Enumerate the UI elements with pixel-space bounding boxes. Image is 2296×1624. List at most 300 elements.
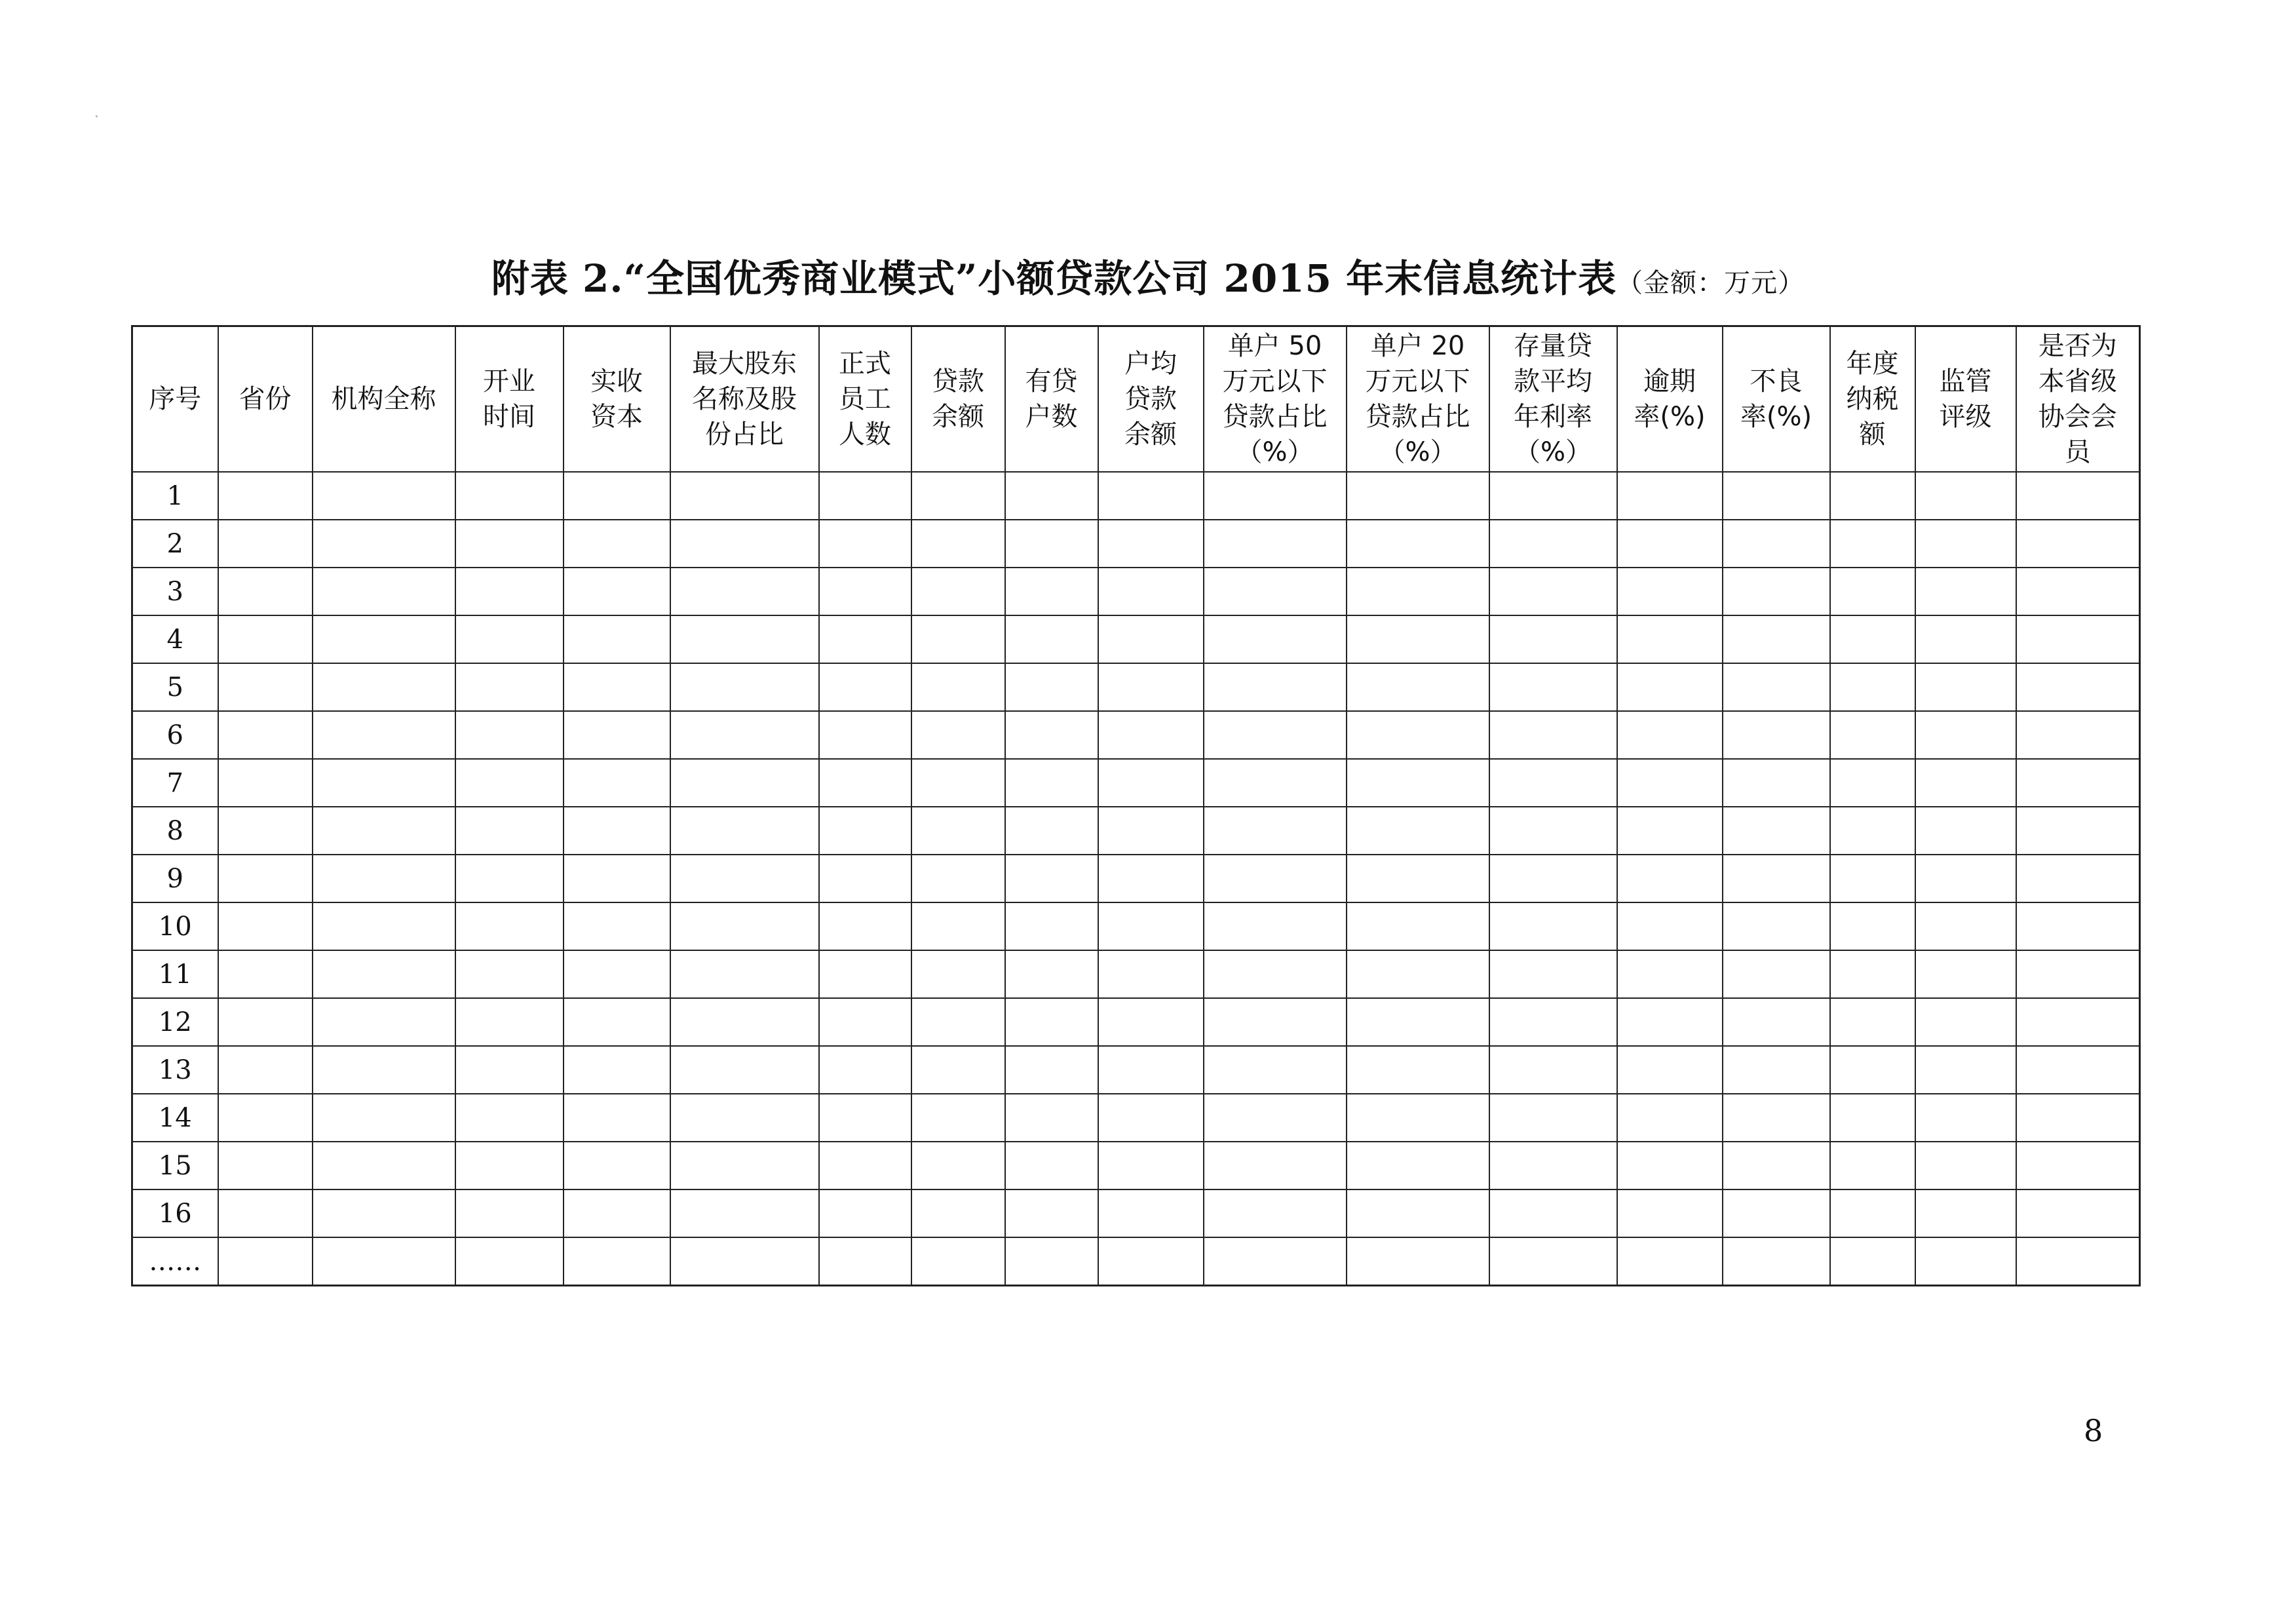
- table-cell: [1347, 807, 1489, 855]
- table-cell: [1005, 855, 1098, 902]
- statistics-table: [131, 325, 2141, 1286]
- table-cell: [1098, 998, 1204, 1046]
- table-cell: [2016, 1094, 2140, 1142]
- column-header-label: 省份: [239, 384, 292, 414]
- row-number: 5: [132, 663, 218, 711]
- table-cell: [2016, 663, 2140, 711]
- table-cell: [670, 1189, 819, 1237]
- column-header: [2016, 326, 2140, 473]
- column-header-label: 正式 员工 人数: [839, 349, 891, 450]
- table-cell: [819, 1046, 911, 1094]
- table-cell: [1617, 1237, 1723, 1286]
- table-cell: [1915, 902, 2016, 950]
- table-cell: [218, 855, 313, 902]
- table-cell: [911, 1237, 1005, 1286]
- table-cell: [1723, 1046, 1830, 1094]
- row-number: 1: [132, 472, 218, 520]
- table-cell: [455, 759, 564, 807]
- table-cell: [911, 855, 1005, 902]
- table-cell: [1347, 1046, 1489, 1094]
- table-cell: [1617, 711, 1723, 759]
- title-unit: （金额：万元）: [1617, 268, 1805, 298]
- table-cell: [1830, 855, 1915, 902]
- table-cell: [1830, 950, 1915, 998]
- table-cell: [670, 568, 819, 615]
- table-cell: [2016, 520, 2140, 568]
- table-cell: [1489, 759, 1617, 807]
- table-cell: [1723, 663, 1830, 711]
- table-cell: [1489, 950, 1617, 998]
- table-cell: [2016, 1046, 2140, 1094]
- table-row: [132, 520, 2140, 568]
- table-cell: [1098, 902, 1204, 950]
- table-cell: [1723, 1142, 1830, 1189]
- table-cell: [1005, 711, 1098, 759]
- scan-mark: [96, 115, 98, 117]
- table-cell: [455, 1237, 564, 1286]
- title-main: 附表 2.“全国优秀商业模式”小额贷款公司 2015 年末信息统计表: [491, 256, 1617, 301]
- table-cell: [1915, 759, 2016, 807]
- table-cell: [1915, 1237, 2016, 1286]
- table-cell: [1830, 472, 1915, 520]
- table-cell: [1830, 1237, 1915, 1286]
- table-cell: [564, 615, 670, 663]
- table-cell: [1489, 1189, 1617, 1237]
- table-cell: [564, 950, 670, 998]
- row-number: 16: [132, 1189, 218, 1237]
- table-cell: [455, 855, 564, 902]
- table-cell: [313, 568, 455, 615]
- table-cell: [455, 1094, 564, 1142]
- table-cell: [218, 998, 313, 1046]
- table-cell: [313, 1189, 455, 1237]
- table-cell: [1005, 950, 1098, 998]
- table-cell: [1098, 1237, 1204, 1286]
- table-cell: [819, 520, 911, 568]
- table-cell: [1617, 950, 1723, 998]
- table-cell: [313, 902, 455, 950]
- table-cell: [1617, 998, 1723, 1046]
- table-cell: [218, 711, 313, 759]
- table-cell: [819, 615, 911, 663]
- table-cell: [1347, 711, 1489, 759]
- table-cell: [1347, 902, 1489, 950]
- table-cell: [1617, 902, 1723, 950]
- table-cell: [1617, 1189, 1723, 1237]
- table-cell: [1723, 1094, 1830, 1142]
- table-cell: [313, 711, 455, 759]
- table-cell: [1005, 1046, 1098, 1094]
- table-cell: [313, 472, 455, 520]
- table-cell: [670, 711, 819, 759]
- table-cell: [564, 998, 670, 1046]
- table-cell: [911, 615, 1005, 663]
- table-cell: [819, 807, 911, 855]
- table-row: [132, 1094, 2140, 1142]
- table-cell: [1347, 1189, 1489, 1237]
- table-cell: [1617, 1094, 1723, 1142]
- table-cell: [455, 1189, 564, 1237]
- table-cell: [1347, 615, 1489, 663]
- table-cell: [670, 998, 819, 1046]
- table-cell: [218, 950, 313, 998]
- table-cell: [218, 663, 313, 711]
- table-cell: [218, 568, 313, 615]
- table-cell: [1005, 1237, 1098, 1286]
- table-cell: [1204, 998, 1347, 1046]
- table-row: [132, 568, 2140, 615]
- row-number: 2: [132, 520, 218, 568]
- table-cell: [1005, 807, 1098, 855]
- table-cell: [1915, 950, 2016, 998]
- table-cell: [1005, 998, 1098, 1046]
- table-cell: [1617, 663, 1723, 711]
- table-cell: [1005, 1094, 1098, 1142]
- table-cell: [313, 807, 455, 855]
- table-cell: [819, 950, 911, 998]
- table-cell: [1204, 568, 1347, 615]
- table-cell: [313, 520, 455, 568]
- column-header: [819, 326, 911, 473]
- table-row: [132, 950, 2140, 998]
- table-cell: [1723, 950, 1830, 998]
- row-number: 13: [132, 1046, 218, 1094]
- table-cell: [218, 615, 313, 663]
- table-cell: [313, 1237, 455, 1286]
- table-cell: [1489, 1046, 1617, 1094]
- table-cell: [564, 855, 670, 902]
- table-cell: [911, 472, 1005, 520]
- table-cell: [1204, 855, 1347, 902]
- table-cell: [911, 711, 1005, 759]
- table-cell: [455, 615, 564, 663]
- table-cell: [1830, 711, 1915, 759]
- table-cell: [1723, 998, 1830, 1046]
- table-cell: [1915, 615, 2016, 663]
- table-cell: [911, 902, 1005, 950]
- table-cell: [1723, 1189, 1830, 1237]
- table-cell: [1830, 998, 1915, 1046]
- table-cell: [1347, 1142, 1489, 1189]
- table-cell: [2016, 1142, 2140, 1189]
- table-cell: [1830, 807, 1915, 855]
- table-cell: [218, 1237, 313, 1286]
- table-cell: [1098, 568, 1204, 615]
- table-cell: [1347, 663, 1489, 711]
- table-cell: [1617, 472, 1723, 520]
- column-header-label: 机构全称: [331, 384, 436, 414]
- column-header-label: 年度 纳税 额: [1846, 349, 1899, 450]
- table-cell: [911, 950, 1005, 998]
- table-cell: [670, 520, 819, 568]
- table-cell: [2016, 615, 2140, 663]
- column-header: [218, 326, 313, 473]
- row-number: ……: [132, 1237, 218, 1286]
- column-header: [670, 326, 819, 473]
- table-cell: [911, 1046, 1005, 1094]
- table-cell: [313, 1142, 455, 1189]
- table-cell: [313, 663, 455, 711]
- column-header: [1005, 326, 1098, 473]
- table-cell: [670, 855, 819, 902]
- table-cell: [1347, 520, 1489, 568]
- table-cell: [218, 1046, 313, 1094]
- table-cell: [819, 759, 911, 807]
- column-header: [1617, 326, 1723, 473]
- table-cell: [1617, 759, 1723, 807]
- table-cell: [564, 520, 670, 568]
- table-cell: [1723, 472, 1830, 520]
- table-cell: [1005, 472, 1098, 520]
- table-cell: [911, 1189, 1005, 1237]
- table-cell: [1830, 1189, 1915, 1237]
- table-cell: [564, 663, 670, 711]
- table-cell: [670, 615, 819, 663]
- table-cell: [2016, 1189, 2140, 1237]
- table-row: [132, 1142, 2140, 1189]
- table-cell: [1830, 1046, 1915, 1094]
- table-cell: [1915, 807, 2016, 855]
- table-cell: [1005, 1142, 1098, 1189]
- column-header: [455, 326, 564, 473]
- table-cell: [1915, 520, 2016, 568]
- table-cell: [1723, 759, 1830, 807]
- table-cell: [1005, 520, 1098, 568]
- row-number: 14: [132, 1094, 218, 1142]
- table-cell: [1098, 1189, 1204, 1237]
- row-number: 15: [132, 1142, 218, 1189]
- table-cell: [1915, 568, 2016, 615]
- table-cell: [1723, 807, 1830, 855]
- table-cell: [1617, 568, 1723, 615]
- table-cell: [1204, 1237, 1347, 1286]
- column-header-label: 实收 资本: [590, 366, 643, 432]
- table-cell: [1915, 1142, 2016, 1189]
- table-cell: [1204, 1094, 1347, 1142]
- table-cell: [218, 520, 313, 568]
- table-row: [132, 1046, 2140, 1094]
- row-number: 8: [132, 807, 218, 855]
- table-cell: [1915, 1189, 2016, 1237]
- table-cell: [218, 902, 313, 950]
- table-cell: [313, 1046, 455, 1094]
- row-number: 4: [132, 615, 218, 663]
- column-header: [911, 326, 1005, 473]
- table-cell: [564, 902, 670, 950]
- table-cell: [218, 1189, 313, 1237]
- table-cell: [1830, 902, 1915, 950]
- table-cell: [1347, 568, 1489, 615]
- table-cell: [670, 1094, 819, 1142]
- table-cell: [670, 1237, 819, 1286]
- table-cell: [1098, 855, 1204, 902]
- table-cell: [1098, 1046, 1204, 1094]
- table-cell: [670, 807, 819, 855]
- table-cell: [1005, 902, 1098, 950]
- table-cell: [455, 1142, 564, 1189]
- column-header-label: 贷款 余额: [932, 366, 984, 432]
- table-cell: [218, 472, 313, 520]
- table-cell: [1830, 520, 1915, 568]
- table-cell: [1723, 855, 1830, 902]
- table-cell: [564, 759, 670, 807]
- table-cell: [455, 902, 564, 950]
- table-cell: [1347, 759, 1489, 807]
- table-cell: [1489, 711, 1617, 759]
- table-cell: [1204, 615, 1347, 663]
- table-cell: [670, 472, 819, 520]
- table-cell: [1489, 902, 1617, 950]
- page-title: [0, 248, 2296, 303]
- table-cell: [1915, 663, 2016, 711]
- table-cell: [1098, 759, 1204, 807]
- table-cell: [1830, 1094, 1915, 1142]
- table-cell: [819, 711, 911, 759]
- table-cell: [1723, 520, 1830, 568]
- table-cell: [1830, 759, 1915, 807]
- table-cell: [1347, 998, 1489, 1046]
- table-row: [132, 663, 2140, 711]
- column-header-label: 开业 时间: [483, 366, 535, 432]
- table-cell: [564, 807, 670, 855]
- table-cell: [1830, 663, 1915, 711]
- table-cell: [819, 663, 911, 711]
- row-number: 9: [132, 855, 218, 902]
- table-cell: [1617, 1142, 1723, 1189]
- table-cell: [1830, 568, 1915, 615]
- column-header-label: 逾期 率(%): [1634, 366, 1706, 432]
- table-cell: [1204, 520, 1347, 568]
- column-header-label: 户均 贷款 余额: [1124, 349, 1177, 450]
- table-cell: [1489, 1237, 1617, 1286]
- table-cell: [218, 1094, 313, 1142]
- table-cell: [1204, 1046, 1347, 1094]
- column-header: [564, 326, 670, 473]
- table-cell: [1489, 855, 1617, 902]
- table-cell: [455, 472, 564, 520]
- table-cell: [564, 1189, 670, 1237]
- table-cell: [564, 1237, 670, 1286]
- column-header-label: 存量贷 款平均 年利率 （%）: [1514, 331, 1592, 467]
- table-cell: [1489, 998, 1617, 1046]
- table-row: [132, 472, 2140, 520]
- table-cell: [819, 1142, 911, 1189]
- row-number: 7: [132, 759, 218, 807]
- column-header-label: 有贷 户数: [1025, 366, 1078, 432]
- table-row: [132, 902, 2140, 950]
- table-cell: [819, 1189, 911, 1237]
- column-header-label: 监管 评级: [1939, 366, 1992, 432]
- table-cell: [819, 1237, 911, 1286]
- table-cell: [1489, 663, 1617, 711]
- table-cell: [1489, 807, 1617, 855]
- table-cell: [2016, 568, 2140, 615]
- table-row: [132, 807, 2140, 855]
- table-cell: [1098, 1094, 1204, 1142]
- table-cell: [1005, 615, 1098, 663]
- table-cell: [1617, 855, 1723, 902]
- column-header: [1347, 326, 1489, 473]
- table-cell: [1915, 711, 2016, 759]
- column-header: [1204, 326, 1347, 473]
- table-cell: [2016, 711, 2140, 759]
- table-cell: [1489, 615, 1617, 663]
- table-cell: [455, 711, 564, 759]
- column-header-label: 序号: [149, 384, 202, 414]
- table-cell: [1098, 520, 1204, 568]
- table-cell: [218, 759, 313, 807]
- table-cell: [1915, 855, 2016, 902]
- table-cell: [1204, 902, 1347, 950]
- column-header-label: 单户 20 万元以下 贷款占比 （%）: [1365, 331, 1470, 467]
- table-row: [132, 615, 2140, 663]
- table-cell: [911, 568, 1005, 615]
- table-cell: [2016, 1237, 2140, 1286]
- table-cell: [1617, 520, 1723, 568]
- table-cell: [2016, 807, 2140, 855]
- table-cell: [313, 998, 455, 1046]
- table-cell: [313, 759, 455, 807]
- table-cell: [1204, 807, 1347, 855]
- table-cell: [1347, 472, 1489, 520]
- column-header-label: 最大股东 名称及股 份占比: [692, 349, 797, 450]
- table-cell: [564, 1142, 670, 1189]
- table-cell: [218, 807, 313, 855]
- table-cell: [1723, 902, 1830, 950]
- table-cell: [455, 807, 564, 855]
- column-header: [1723, 326, 1830, 473]
- table-cell: [819, 568, 911, 615]
- table-cell: [1005, 1189, 1098, 1237]
- table-row: [132, 1237, 2140, 1286]
- column-header: [132, 326, 218, 473]
- table-cell: [313, 855, 455, 902]
- table-cell: [1005, 568, 1098, 615]
- column-header: [1489, 326, 1617, 473]
- table-header-row: [132, 326, 2140, 473]
- table-cell: [1915, 998, 2016, 1046]
- table-cell: [1347, 950, 1489, 998]
- column-header-label: 不良 率(%): [1740, 366, 1812, 432]
- row-number: 12: [132, 998, 218, 1046]
- table-cell: [670, 902, 819, 950]
- table-cell: [2016, 855, 2140, 902]
- table-cell: [819, 472, 911, 520]
- table-cell: [1204, 711, 1347, 759]
- table-cell: [564, 472, 670, 520]
- table-cell: [1005, 663, 1098, 711]
- page-number: 8: [2084, 1413, 2103, 1448]
- table-cell: [2016, 902, 2140, 950]
- table-cell: [1723, 615, 1830, 663]
- table-cell: [1489, 1142, 1617, 1189]
- table-cell: [218, 1142, 313, 1189]
- table-cell: [911, 663, 1005, 711]
- table-cell: [564, 711, 670, 759]
- table-cell: [1204, 663, 1347, 711]
- table-cell: [1098, 950, 1204, 998]
- table-cell: [2016, 998, 2140, 1046]
- table-cell: [819, 902, 911, 950]
- table-cell: [670, 1046, 819, 1094]
- table-cell: [1098, 615, 1204, 663]
- table-cell: [564, 1094, 670, 1142]
- table-cell: [670, 663, 819, 711]
- table-cell: [455, 998, 564, 1046]
- row-number: 6: [132, 711, 218, 759]
- table-cell: [1617, 615, 1723, 663]
- table-cell: [1723, 1237, 1830, 1286]
